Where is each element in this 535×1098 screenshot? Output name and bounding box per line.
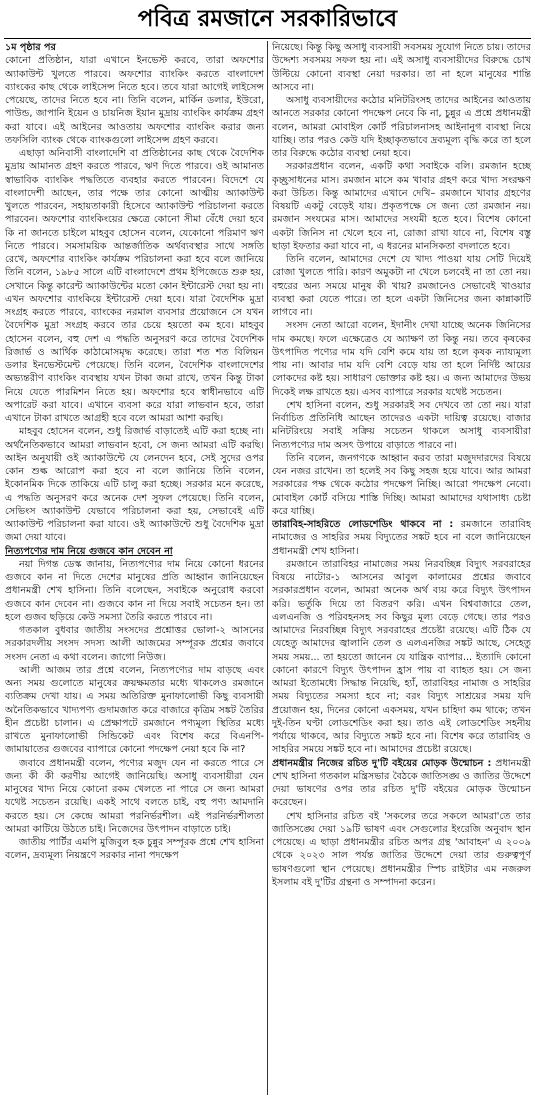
article-paragraph: সংসদ নেতা আরো বলেন, ইদানীং দেখা যাচ্ছে অনেক জিনিসের দাম কমছে। ফলে এক্ষেত্রেও যে অ্যাক্ষণ তা কিন্তু নয়। তবে কৃষকের উৎপাদিত পণ্যের দাম যদি বেশি কমে যায় তা হলে কৃষক ন্যায্যমূল্য পায় না। আবার দাম যদি বেশি বেড়ে যায় তা হলে নির্দিষ্ট আয়ের লোকদের কষ্ট হয়। সাধারণ ভোক্তার কষ্ট হয়। এ জন্য আমাদের উভয় দিকেই লক্ষ রাখতে হয়। এসব ব্যাপারে সরকার যথেষ্ট সচেতন। bbox=[272, 320, 531, 398]
article-paragraph: রমজানে তারাবিহর নামাজের সময় নিরবচ্ছিন্ন বিদ্যুৎ সরবরাহের বিষয়ে নাটোর-১ আসনের আবুল কালামের প্রশ্নের জবাবে সরকারপ্রধান বলেন, আমরা অনেক অর্থ ব্যয় করে বিদ্যুৎ উৎপাদন করি। ভর্তুকি দিয়ে তা বিতরণ করি। এখন বিশ্ববাজারে তেল, এলএনজি ও পরিবহনসহ সব কিছুর মূল্য বেড়ে গেছে। তার পরও আমাদের নিরবচ্ছিন্ন বিদ্যুৎ সরবরাহের প্রচেষ্টা রয়েছে। এটি ঠিক যে যেহেতু আমাদের জ্বালানি তেল ও এলএনজির সঙ্কট আছে, সেহেতু সময় সময়... তা হয়তো জানেন যে যান্ত্রিক ব্যাপার... ইত্যাদি কোনো কোনো কারণে বিদ্যুৎ উৎপাদন হ্রাস পায় বা ব্যাহত হয়। সে জন্য আমরা ইতোমধ্যে সিদ্ধান্ত নিয়েছি, হ্যাঁ, তারাবিহর নামাজ ও সাহরির সময় বিদ্যুতের সমস্যা হবে না; বরং বিদ্যুৎ সাশ্রয়ের সময় যদি প্রয়োজন হয়, দিনের কোনো একসময়, যখন চাহিদা কম থাকে; তখন দুই-তিন ঘণ্টা লোডশেডিং করা হয়। তাও এই লোডশেডিং সহনীয় পর্যায়ে থাকবে, আর বিদ্যুতে সঙ্কট হবে না। বিশেষ করে তারাবিহ ও সাহরির সময়ে সঙ্কট হবে না। আমাদের প্রচেষ্টা রয়েছে। bbox=[272, 558, 531, 756]
article-paragraph: মাহবুব হোসেন বলেন, শুধু রিজার্ভ বাড়াতেই এটি করা হচ্ছে না। অর্থনৈতিকভাবে আমরা লাভবান হবো, সে জন্য আমরা এটি করছি। আইন অনুযায়ী ওই অ্যাকাউন্টে যে লেনদেন হবে, সেই সুদের ওপর কোন শুল্ক আরোপ করা হবে না বলে জানিয়ে তিনি বলেন, ইকোনমিক দিকে তাকিয়ে এটি চালু করা হচ্ছে। সরকার মনে করেছে, এ পদ্ধতি অনুসরণ করে অনেক দেশ সুফল পেয়েছে। তিনি বলেন, সেভিংস অ্যাকাউন্ট যেভাবে পরিচালনা করা হয়, সেভাবেই এটি অ্যাকাউন্ট পরিচালনা করা যাবে। ওই অ্যাকাউন্টে শুধু বৈদেশিক মুদ্রা জমা দেয়া যাবে। bbox=[5, 426, 264, 544]
section-subheading: নিত্যপণ্যের দাম নিয়ে গুজবে কান দেবেন না bbox=[5, 545, 173, 557]
article-paragraph: নিয়েছে। কিন্তু কিছু অসাধু ব্যবসায়ী সবসময় সুযোগ নিতে চায়। তাদের উদ্দেশ্য সবসময় সফল হয় না। এই অসাধু ব্যবসায়ীদের বিরুদ্ধে চোখ উল্টিয়ে কোনো ব্যবস্থা নেয়া দরকার। তা না হলে মানুষের শান্তি আসবে না। bbox=[272, 42, 531, 93]
article-paragraph: শেখ হাসিনা বলেন, শুধু সরকারই সব দেখবে তা তো নয়। যারা নির্বাচিত প্রতিনিধি আছেন তাদেরও একটা দায়িত্ব রয়েছে। বাজার মনিটরিংয়ে সবাই সক্রিয় সচেতন থাকলে অসাধু ব্যবসায়ীরা নিত্যপণ্যের দাম অসৎ উপায়ে বাড়াতে পারবে না। bbox=[272, 399, 531, 451]
article-paragraph: এছাড়া অনিবাসী বাংলাদেশি বা প্রতিষ্ঠানের কাছ থেকে বৈদেশিক মুদ্রায় আমানত গ্রহণ করতে পারবে, ঋণ দিতে পারবে। ওই আমানত স্বাভাবিক ব্যাংকিং পদ্ধতিতে ব্যবহার করতে পারবেন। বিদেশে যে বাংলাদেশী আছেন, তার পক্ষে তার কোনো আত্মীয় অ্যাকাউন্ট খুলতে পারবেন, সহায়তাকারী হিসেবে অ্যাকাউন্ট পরিচালনা করতে পারবেন। অফশোর ব্যাংকিংয়ের ক্ষেত্রে কোনো সীমা বেঁধে দেয়া হবে কি না জানতে চাইলে মাহবুব হোসেন বলেন, যেকোনো পরিমাণ ঋণ নিতে পারবে। সমসাময়িক আন্তর্জাতিক অর্থব্যবস্থার সাথে সঙ্গতি রেখে, অফশোর ব্যাংকিং কার্যক্রম পরিচালনা করা হবে বলে জানিয়ে তিনি বলেন, ১৯৮৫ সালে এটি বাংলাদেশে প্রথম ইপিজেডে শুরু হয়, সেখানে কিন্তু কারেন্ট অ্যাকাউন্টের মতো কোন ইন্টারেস্ট দেয়া হয় না। এখন অফশোর ব্যাংকিয়ে ইন্টারেস্ট দেয়া হবে। যারা বৈদেশিক মুদ্রা সংগ্রহ করতে পারবে, ব্যাংকের নরমাল ব্যবসার প্রয়োজনে সে যখন বৈদেশিক মুদ্রা সংগ্রহ করবে তার চেয়ে হয়তো কম হবে। মাহবুব হোসেন বলেন, বহু দেশ এ পদ্ধতি অনুসরণ করে তাদের বৈদেশিক রিজার্ভ ও আর্থিক কাঠামোসমৃদ্ধ করেছে। তারা শত শত বিলিয়ন ডলার ইনভেস্টমেন্ট পেয়েছে। তিনি বলেন, বৈদেশিক বাংলাদেশের অভ্যন্তরীণ ব্যাংকিং ব্যবস্থায় যখন টাকা জমা রাখে, তখন কিন্তু টাকা নিয়ে যেতে পারমিশন নিতে হয়। অফশোর হবে স্বাধীনভাবে এটি অপারেট করা যাবে। এখানে ব্যবসা করে যারা লাভবান হবে, তারা এখানে টাকা রাখতে আগ্রহী হবে বলে আমরা আশা করছি। bbox=[5, 148, 264, 424]
subheading-paragraph bbox=[272, 518, 531, 558]
section-subheading: তারাবিহ-সাহরিতে লোডশেডিং থাকবে না : bbox=[272, 519, 454, 530]
jump-label: ১ম পৃষ্ঠার পর bbox=[5, 42, 56, 53]
article-paragraph: কোনো প্রতিষ্ঠান, যারা এখানে ইনভেস্ট করবে, তারা অফশোর অ্যাকাউন্ট খুলতে পারবে। অফশোর ব্যাংকিং করতে বাংলাদেশ ব্যাংকের কাছ থেকে লাইসেন্স নিতে হবে। তবে যারা আগেই লাইসেন্স পেয়েছে, তাদের নিতে হবে না। তিনি বলেন, মার্কিন ডলার, ইউরো, পাউন্ড, জাপানি ইয়েন ও চায়নিজ ইয়ান মুদ্রায় ব্যাংকিং কার্যক্রম গ্রহণ করা যাবে। এই আইনের আওতায় অফশোর ব্যাংকিং করার জন্য তফসিলি ব্যাংক থেকে ব্যাংকগুলো লাইসেন্স গ্রহণ করবে। bbox=[5, 55, 264, 146]
subheading-paragraph bbox=[272, 757, 531, 810]
subheading-body: রমজানে তারাবিহ নামাজের ও সাহরির সময় বিদ্যুতের সঙ্কট হবে না বলে জানিয়েছেন প্রধানমন্ত্রী শেখ হাসিনা। bbox=[272, 519, 531, 557]
column-divider bbox=[267, 41, 268, 1095]
article-paragraph: অসাধু ব্যবসায়ীদের কঠোর মনিটরিংসহ তাদের আইনের আওতায় আনতে সরকার কোনো পদক্ষেপ নেবে কি না, চুন্নুর এ প্রশ্নে প্রধানমন্ত্রী বলেন, আমরা মোবাইল কোর্ট পরিচালনাসহ আইনানুগ ব্যবস্থা নিয়ে যাচ্ছি। তার পরও কেউ যদি ইচ্ছাকৃতভাবে দ্রব্যমূল্য বৃদ্ধি করে তা হলে তার বিরুদ্ধে কঠোর ব্যবস্থা নেয়া হবে। bbox=[272, 95, 531, 159]
subheading-body: প্রধানমন্ত্রী শেখ হাসিনা গতকাল মন্ত্রিসভার বৈঠকে জাতিসঙ্ঘ ও জাতির উদ্দেশে দেয়া ভাষণের ওপর তার রচিত দু'টি বইয়ের মোড়ক উন্মোচন করেছেন। bbox=[272, 757, 531, 809]
jump-paragraph bbox=[5, 41, 264, 54]
section-subheading: প্রধানমন্ত্রীর নিজের রচিত দু'টি বইয়ের মোড়ক উন্মোচন : bbox=[272, 757, 492, 769]
article-paragraph: তিনি বলেন, জনগণকে আহ্বান করব তারা মজুদদারদের বিষয়ে যেন নজর রাখেন। তা হলেই সব কিছু সহজ হয়ে যাবে। আর আমরা সরকারের পক্ষ থেকে কঠোর পদক্ষেপ নিচ্ছি। আরো পদক্ষেপ নেবো। মোবাইল কোর্ট বসিয়ে শাস্তি দিচ্ছি। আমরা আমাদের যথাসাধ্য চেষ্টা করে যাচ্ছি। bbox=[272, 452, 531, 517]
article-paragraph: সরকারপ্রধান বলেন, একটি কথা সবাইকে বলি। রমজান হচ্ছে কৃচ্ছ্রসাধনের মাস। রমজান মাসে কম খাবার গ্রহণ করে খাদ্য সংরক্ষণ করা উচিত। কিন্তু আমাদের এখানে দেখি– রমজানে খাবার গ্রহণের বিষয়টি একটু বেড়েই যায়। প্রকৃতপক্ষে সে জন্য তো রমজান নয়। রমজান সংযমের মাস। আমাদের সংযমী হতে হবে। বিশেষ কোনো একটা জিনিস না খেলে হবে না, রোজা রাখা যাবে না, বিশেষ বস্তু ছাড়া ইফতার করা যাবে না, এ ধরনের মানসিকতা বদলাতে হবে। bbox=[272, 161, 531, 252]
page-headline: পবিত্র রমজানে সরকারিভাবে bbox=[137, 5, 398, 32]
article-paragraph: জাতীয় পার্টির এমপি মুজিবুল হক চুন্নুর সম্পূরক প্রশ্নে শেখ হাসিনা বলেন, দ্রব্যমূল্য নিয়ন্ত্রণে সরকার নানা পদক্ষেপ bbox=[5, 837, 264, 862]
left-column bbox=[5, 41, 264, 1095]
article-paragraph: শেখ হাসিনার রচিত বই 'সকলের তরে সকলে আমরা'তে তার জাতিসঙ্ঘে দেয়া ১৯টি ভাষণ এবং সেগুলোর ইংরেজি অনুবাদ স্থান পেয়েছে। এ ছাড়া প্রধানমন্ত্রীর রচিত অপর গ্রন্থ 'আবাহন' এ ২০০৯ থেকে ২০২৩ সাল পর্যন্ত জাতির উদ্দেশে দেয়া তার গুরুত্বপূর্ণ ভাষণগুলো স্থান পেয়েছে। প্রধানমন্ত্রীর স্পিচ রাইটার এম নজরুল ইসলাম বই দু'টির গ্রন্থনা ও সম্পাদনা করেন। bbox=[272, 810, 531, 888]
article-paragraph: জবাবে প্রধানমন্ত্রী বলেন, পণ্যের মজুদ যেন না করতে পারে সে জন্য কী কী করণীয় আগেই জানিয়েছি। অসাধু ব্যবসায়ীরা যেন মানুষের খাদ্য নিয়ে কোনো রকম খেলতে না পারে সে জন্য আমরা যথেষ্ট সচেতন রয়েছি। একই সাথে বলতে চাই, বহু পণ্য আমদানি করতে হয়। সে কেন্দ্রে আমরা পরনির্ভরশীল। এই পরনির্ভরশীলতা আমরা কাটিয়ে উঠতে চাই। নিজেদের উৎপাদন বাড়াতে চাই। bbox=[5, 757, 264, 835]
article-paragraph: গতকাল বুধবার জাতীয় সংসদের প্রশ্নোত্তর ভোলা-২ আসনের সরকারদলীয় সংসদ সদস্য আলী আজমের সম্পূরক প্রশ্নের জবাবে সংসদ নেতা এ কথা বলেন। জাগো নিউজ। bbox=[5, 625, 264, 663]
headline-rule bbox=[4, 38, 531, 39]
article-paragraph: তিনি বলেন, আমাদের দেশে যে খাদ্য পাওয়া যায় সেটি দিয়েই রোজা খুলতে পারি। কারণ অমুকটা না খেলে চলবেই না তা তো নয়। বহুরের অন্য সময়ে মানুষ কী খায়? রমজানেও সেভাবেই খাওয়ার ব্যবস্থা করা যেতে পারে। তা হলে একটা জিনিসের জন্য কান্নাকাটি লাগবে না। bbox=[272, 254, 531, 318]
right-column bbox=[272, 41, 531, 1095]
article-paragraph: আলী আজম তার প্রশ্নে বলেন, নিত্যপণ্যের দাম বাড়ছে এবং অন্য সময় গুলোতে মানুষের ক্রয়ক্ষমতার মধ্যে থাকলেও রমজানে ব্যতিক্রম দেখা যায়। এ সময় অতিরিক্ত মুনাফালোভী কিছু ব্যবসায়ী অনৈতিকভাবে খাদ্যপণ্য গুদামজাত করে বাজারে কৃত্রিম সঙ্কট তৈরির হীন প্রচেষ্টা চালান। এ প্রেক্ষাপটে রমজানে পণ্যমূল্য স্থিতির মধ্যে রাখতে মুনাফালোভী সিন্ডিকেট এবং বিশেষ করে বিএনপি-জামায়াতের গুজবের ব্যাপারে কোনো পদক্ষেপ নেয়া হবে কি না? bbox=[5, 664, 264, 756]
article-paragraph: নয়া দিগন্ত ডেস্ক জানায়, নিত্যপণ্যের দাম নিয়ে কোনো ধরনের গুজবে কান না দিতে দেশের মানুষের প্রতি আহ্বান জানিয়েছেন প্রধানমন্ত্রী শেখ হাসিনা। তিনি বলেছেন, সবাইকে অনুরোধ করবো গুজবে কান দেবেন না। গুজবে কান না দিয়ে সবাই সচেতন হন। তা হলে গুজব ছড়িয়ে কেউ সমস্যা তৈরি করতে পারবে না। bbox=[5, 558, 264, 623]
